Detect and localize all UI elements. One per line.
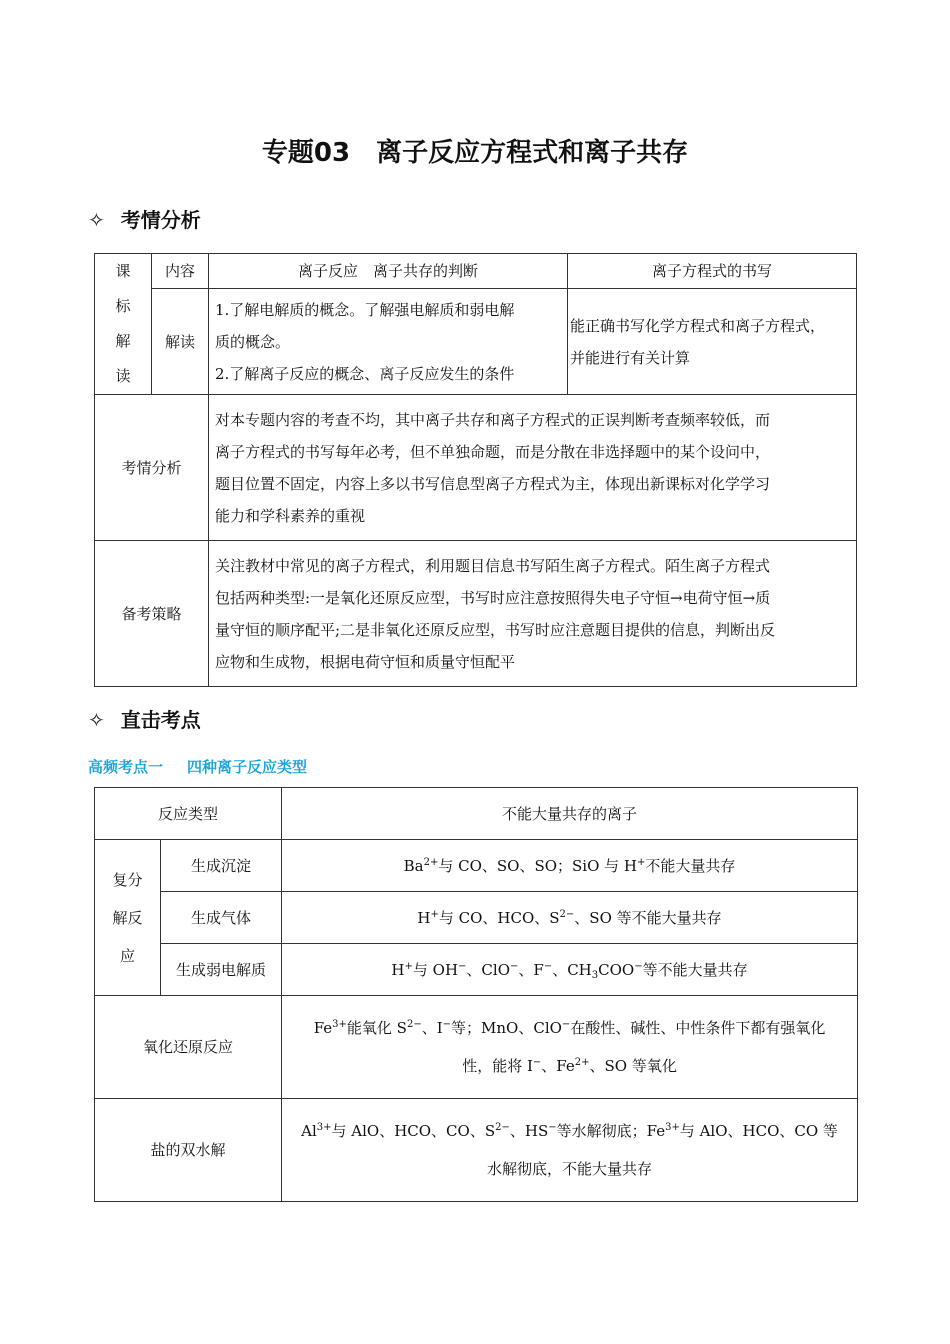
table-row [95,996,858,1099]
table-row [95,254,857,289]
section-label: 考情分析 [120,208,201,232]
table-row [95,892,858,944]
col2-header: 离子方程式的书写 [568,254,857,289]
neirong-cell: 内容 [152,254,209,289]
page-title [0,132,950,169]
table-row [95,788,858,840]
section-label: 直击考点 [120,708,201,732]
table-row [95,541,857,687]
redox-content: $Fe^{3+}$能氧化 $S^{2-}$、I−等；MnO、ClO−在酸性、碱性、中性条件下都有强氧化 性，能将 I−、$Fe^{2+}$、SO 等氧化 [282,996,858,1099]
col2-content: 能正确书写化学方程式和离子方程式， 并能进行有关计算 [568,289,857,395]
jiedu-cell: 解读 [152,289,209,395]
col1-header: 离子反应 离子共存的判断 [209,254,568,289]
table-row [95,395,857,541]
title-part2: 离子反应方程式和离子共存 [376,138,689,168]
hydrolysis-label: 盐的双水解 [95,1099,282,1202]
kaoqing-label: 考情分析 [95,395,209,541]
kaoqing-content: 对本专题内容的考查不均，其中离子共存和离子方程式的正误判断考查频率较低，而 离子方程式的书写每年必考，但不单独命题，而是分散在非选择题中的某个设问中， 题目位置不固定，内容上多以书写信息型离子方程式为主，体现出新课标对化学学习 能力和学科素养的重视 [209,395,857,541]
col1-content: 1.了解电解质的概念。了解强电解质和弱电解 质的概念。 2.了解离子反应的概念、离子反应发生的条件 [209,289,568,395]
section-heading-analysis [88,204,201,233]
redox-label: 氧化还原反应 [95,996,282,1099]
section-heading-points [88,704,201,733]
chendian-label: 生成沉淀 [161,840,282,892]
table-row [95,840,858,892]
fufenjie-cell: 复分 解反 应 [95,840,161,996]
subsection-heading: 高频考点一 四种离子反应类型 [88,758,308,776]
beikao-content: 关注教材中常见的离子方程式，利用题目信息书写陌生离子方程式。陌生离子方程式 包括两种类型:一是氧化还原反应型，书写时应注意按照得失电子守恒→电荷守恒→质 量守恒的顺序配平;二是非氧化还原反应型，书写时应注意题目提供的信息，判断出反 应物和生成物，根据电荷守恒和质量守恒配平 [209,541,857,687]
ruodianjiezhi-label: 生成弱电解质 [161,944,282,996]
qiti-label: 生成气体 [161,892,282,944]
header-ions: 不能大量共存的离子 [282,788,858,840]
analysis-table [94,253,857,687]
hydrolysis-content: $Al^{3+}$与 AlO、HCO、CO、$S^{2-}$、HS−等水解彻底；$Fe^{3+}$与 AlO、HCO、CO 等 水解彻底，不能大量共存 [282,1099,858,1202]
ruodianjiezhi-content: H+与 OH−、ClO−、F−、$CH_3COO^-$等不能大量共存 [282,944,858,996]
table-row [95,944,858,996]
kebiao-jiedu-cell: 课 标 解 读 [95,254,152,395]
title-part1: 专题03 [261,138,351,168]
table-row [95,289,857,395]
reaction-table [94,787,858,1202]
beikao-label: 备考策略 [95,541,209,687]
header-type: 反应类型 [95,788,282,840]
diamond-star-icon: ✧ [88,708,105,732]
chendian-content: $Ba^{2+}$与 CO、SO、SO；SiO 与 H+不能大量共存 [282,840,858,892]
diamond-star-icon: ✧ [88,208,105,232]
qiti-content: H+与 CO、HCO、$S^{2-}$、SO 等不能大量共存 [282,892,858,944]
table-row [95,1099,858,1202]
